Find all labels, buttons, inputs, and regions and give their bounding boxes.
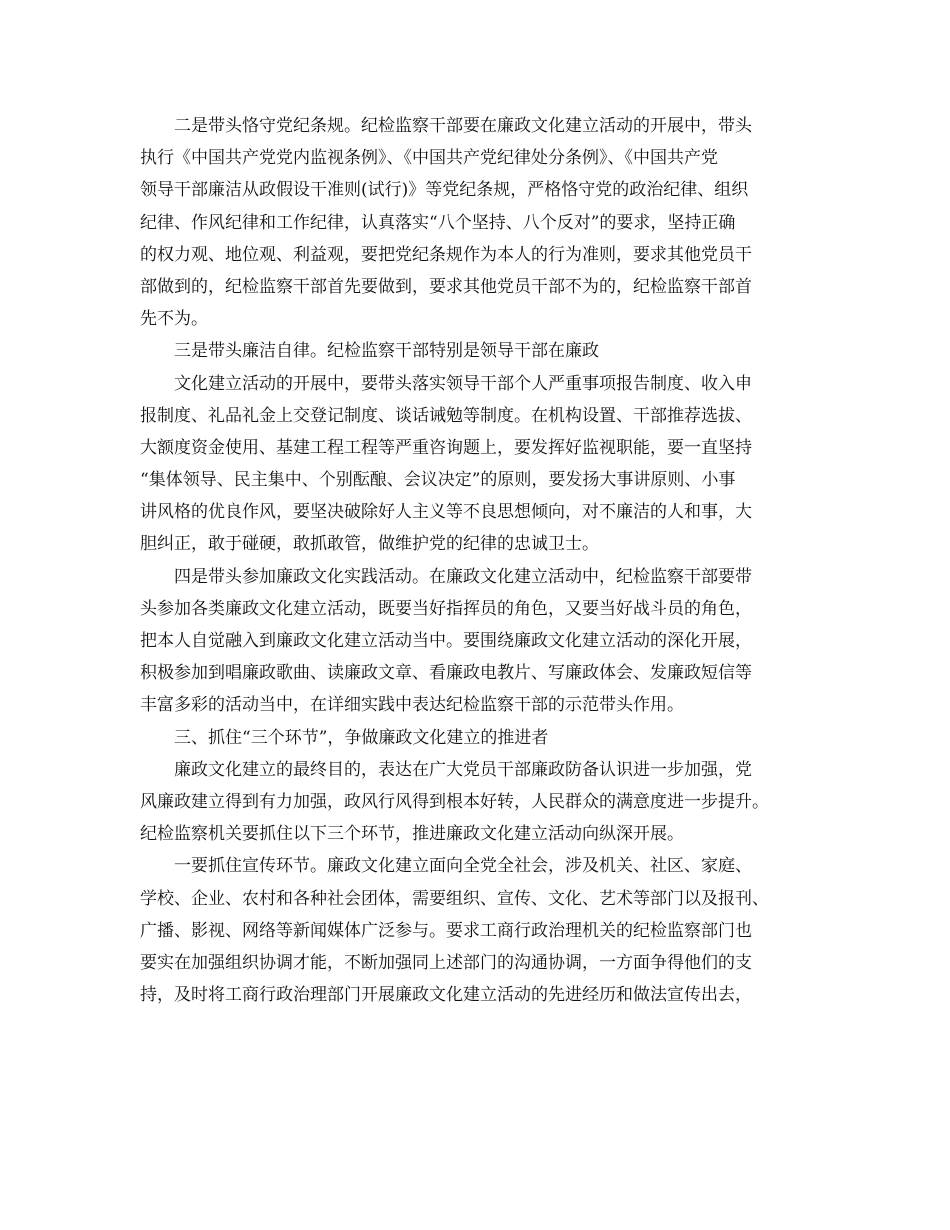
text-line: 纪检监察机关要抓住以下三个环节，推进廉政文化建立活动向纵深开展。	[140, 824, 684, 845]
text-line: 廉政文化建立的最终目的，表达在广大党员干部廉政防备认识进一步加强，党	[174, 759, 752, 780]
text-line: 执行《中国共产党党内监视条例》、《中国共产党纪律处分条例》、《中国共产党	[140, 148, 718, 169]
text-line: 二是带头恪守党纪条规。纪检监察干部要在廉政文化建立活动的开展中，带头	[174, 116, 752, 136]
text-line: 四是带头参加廉政文化实践活动。在廉政文化建立活动中，纪检监察干部要带	[174, 566, 752, 587]
text-line: 三、抓住“三个环节”，争做廉政文化建立的推进者	[174, 727, 549, 748]
text-line: 纪律、作风纪律和工作纪律，认真落实“八个坚持、八个反对”的要求，坚持正确	[140, 212, 736, 233]
text-line: 广播、影视、网络等新闻媒体广泛参与。要求工商行政治理机关的纪检监察部门也	[140, 920, 752, 941]
text-line: 胆纠正，敢于碰硬，敢抓敢管，做维护党的纪律的忠诚卫士。	[140, 534, 599, 555]
text-line: 学校、企业、农村和各种社会团体，需要组织、宣传、文化、艺术等部门以及报刊、	[140, 888, 769, 909]
text-line: 一要抓住宣传环节。廉政文化建立面向全党全社会，涉及机关、社区、家庭、	[174, 856, 752, 877]
text-line: 的权力观、地位观、利益观，要把党纪条规作为本人的行为准则，要求其他党员干	[140, 244, 752, 265]
text-line: 先不为。	[140, 309, 208, 330]
text-line: 风廉政建立得到有力加强，政风行风得到根本好转，人民群众的满意度进一步提升。	[140, 791, 769, 812]
text-line: 积极参加到唱廉政歌曲、读廉政文章、看廉政电教片、写廉政体会、发廉政短信等	[140, 663, 752, 684]
text-line: “集体领导、民主集中、个别酝酿、会议决定”的原则，要发扬大事讲原则、小事	[140, 470, 736, 491]
text-line: 讲风格的优良作风，要坚决破除好人主义等不良思想倾向，对不廉洁的人和事，大	[140, 502, 752, 523]
text-line: 持，及时将工商行政治理部门开展廉政文化建立活动的先进经历和做法宣传出去，	[140, 985, 752, 1006]
text-line: 大额度资金使用、基建工程工程等严重咨询题上，要发挥好监视职能，要一直坚持	[140, 437, 752, 458]
text-line: 把本人自觉融入到廉政文化建立活动当中。要围绕廉政文化建立活动的深化开展，	[140, 631, 752, 651]
text-line: 头参加各类廉政文化建立活动，既要当好指挥员的角色，又要当好战斗员的角色，	[140, 598, 752, 619]
text-line: 报制度、礼品礼金上交登记制度、谈话诫勉等制度。在机构设置、干部推荐选拔、	[140, 405, 752, 426]
text-line: 文化建立活动的开展中，要带头落实领导干部个人严重事项报告制度、收入申	[174, 373, 752, 394]
text-line: 三是带头廉洁自律。纪检监察干部特别是领导干部在廉政	[174, 341, 599, 362]
text-line: 领导干部廉洁从政假设干准则(试行)》等党纪条规，严格恪守党的政治纪律、组织	[140, 180, 749, 201]
text-line: 部做到的，纪检监察干部首先要做到，要求其他党员干部不为的，纪检监察干部首	[140, 276, 752, 297]
document-body	[140, 110, 820, 1011]
text-line: 丰富多彩的活动当中，在详细实践中表达纪检监察干部的示范带头作用。	[140, 695, 684, 716]
text-line: 要实在加强组织协调才能，不断加强同上述部门的沟通协调，一方面争得他们的支	[140, 952, 752, 973]
